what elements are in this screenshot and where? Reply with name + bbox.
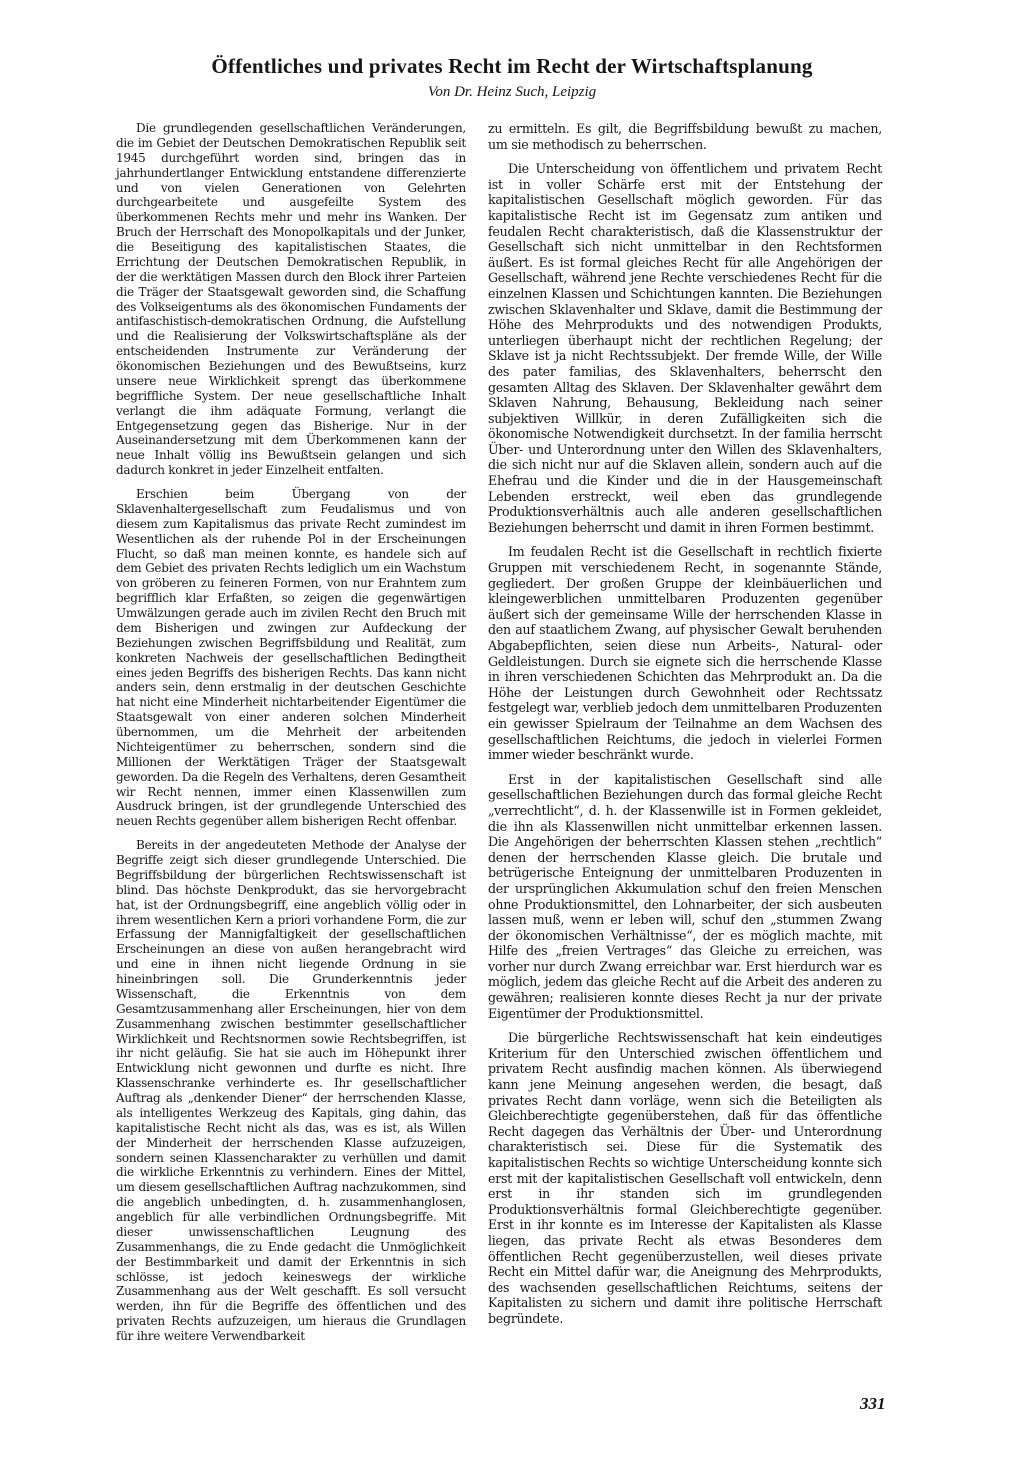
paragraph: Erschien beim Übergang von der Sklavenhaltergesellschaft zum Feudalismus und von diesem zum Kapitalismus das private Recht zumindest im Wesentlichen als der ruhende Pol in der Erscheinungen Flucht, so daß man meinen konnte, es handele sich auf dem Gebiet des privaten Rechts lediglich um ein Wachstum von gröberen zu feineren Formen, von nur Erahntem zum begrifflich klar Erfaßten, so zeigen die gegenwärtigen Umwälzungen gerade auch im zivilen Recht den Bruch mit dem Bisherigen und zwingen zur Aufdeckung der Beziehungen zwischen Begriffsbildung und Realität, zum konkreten Nachweis der gesellschaftlichen Bedingtheit eines jeden Begriffs des bisherigen Rechts. Das kann nicht anders sein, denn erstmalig in der deutschen Geschichte hat nicht eine Minderheit nichtarbeitender Eigentümer die Staatsgewalt von einer anderen solchen Minderheit übernommen, um die Mehrheit der arbeitenden Nichteigentümer zu beherrschen, sondern sind die Millionen der Werktätigen Träger der Staatsgewalt geworden. Da die Regeln des Verhaltens, deren Gesamtheit wir Recht nennen, immer einen Klassenwillen zum Ausdruck bringen, ist der grundlegende Unterschied des neuen Rechts gegenüber allem bisherigen Recht offenbar. bbox=[116, 487, 466, 829]
paragraph: Erst in der kapitalistischen Gesellschaft sind alle gesellschaftlichen Beziehungen durch das formal gleiche Recht „verrechtlicht“, d. h. der Klassenwille ist in Formen gekleidet, die ihn als Klassenwillen nicht unmittelbar erkennen lassen. Die Angehörigen der beherrschten Klassen stehen „rechtlich“ denen der herrschenden Klasse gleich. Die brutale und betrügerische Enteignung der unmittelbaren Produzenten in der ursprünglichen Akkumulation schuf den freien Menschen ohne Produktionsmittel, den Lohnarbeiter, der sich ausbeuten lassen muß, wenn er leben will, schuf den „stummen Zwang der ökonomischen Verhältnisse“, der es möglich machte, mit Hilfe des „freien Vertrages“ das Gleiche zu erreichen, was vorher nur durch Zwang erreichbar war. Erst hierdurch war es möglich, jedem das gleiche Recht auf die Arbeit des anderen zu gewähren; realisieren konnte dieses Recht ja nur der private Eigentümer der Produktionsmittel. bbox=[488, 771, 882, 1021]
paragraph: Die grundlegenden gesellschaftlichen Veränderungen, die im Gebiet der Deutschen Demokratischen Republik seit 1945 durchgeführt worden sind, bringen das in jahrhundertlanger Entwicklung entstandene differenzierte und von vielen Generationen von Gelehrten durchgearbeitete und ausgefeilte System des überkommenen Rechts mehr und mehr ins Wanken. Der Bruch der Herrschaft des Monopolkapitals und der Junker, die Beseitigung des kapitalistischen Staates, die Errichtung der Deutschen Demokratischen Republik, in der die werktätigen Massen durch den Block ihrer Parteien die Träger der Staatsgewalt geworden sind, die Schaffung des Volkseigentums als des ökonomischen Fundaments der antifaschistisch-demokratischen Ordnung, die Aufstellung und die Realisierung der Volkswirtschaftspläne als der entscheidenden Instrumente zur Veränderung der ökonomischen Beziehungen und des Bewußtseins, kurz unsere neue Wirklichkeit sprengt das überkommene begriffliche System. Der neue gesellschaftliche Inhalt verlangt die ihm adäquate Formung, verlangt die Entgegensetzung gegen das Bisherige. Nur in der Auseinandersetzung mit dem Überkommenen kann der neue Inhalt völlig ins Bewußtsein gelangen und sich dadurch konkret in jeder Einzelheit entfalten. bbox=[116, 121, 466, 478]
right-text-column bbox=[488, 121, 882, 1336]
page-number: 331 bbox=[860, 1394, 886, 1413]
left-text-column bbox=[116, 121, 466, 1353]
article-title: Öffentliches und privates Recht im Recht der Wirtschaftsplanung bbox=[211, 54, 813, 78]
paragraph: Im feudalen Recht ist die Gesellschaft in rechtlich fixierte Gruppen mit verschiedenem Recht, in sogenannte Stände, gegliedert. Der großen Gruppe der kleinbäuerlichen und kleingewerblichen unmittelbaren Produzenten gegenüber äußert sich der gemeinsame Wille der herrschenden Klasse in den auf staatlichem Zwang, auf physischer Gewalt beruhenden Abgabepflichten, seien diese nun Arbeits-, Natural- oder Geldleistungen. Durch sie eignete sich die herrschende Klasse in ihren verschiedenen Schichten das Mehrprodukt an. Da die Höhe der Leistungen durch Gewohnheit oder Rechtssatz festgelegt war, verblieb jedoch dem unmittelbaren Produzenten ein gewisser Spielraum der Teilnahme an dem Wachsen des gesellschaftlichen Reichtums, die jedoch in vielerlei Formen immer wieder beschränkt wurde. bbox=[488, 544, 882, 763]
paragraph: Bereits in der angedeuteten Methode der Analyse der Begriffe zeigt sich dieser grundlegende Unterschied. Die Begriffsbildung der bürgerlichen Rechtswissenschaft ist blind. Das höchste Denkprodukt, das sie hervorgebracht hat, ist der Ordnungsbegriff, eine angeblich völlig oder in ihrem wesentlichen Kern a priori vorhandene Form, die zur Erfassung der Mannigfaltigkeit der gesellschaftlichen Erscheinungen an diese von außen herangebracht wird und eine in ihnen nicht liegende Ordnung in sie hineinbringen soll. Die Grunderkenntnis jeder Wissenschaft, die Erkenntnis von dem Gesamtzusammenhang aller Erscheinungen, hier von dem Zusammenhang zwischen bestimmter gesellschaftlicher Wirklichkeit und Rechtsnormen sowie Rechtsbegriffen, ist ihr nicht geläufig. Sie hat sie auch im Höhepunkt ihrer Entwicklung nicht gewonnen und durfte es nicht. Ihre Klassenschranke verhinderte es. Ihr gesellschaftlicher Auftrag als „denkender Diener“ der herrschenden Klasse, als intelligentes Werkzeug des Kapitals, ging dahin, das kapitalistische Recht nicht als das, was es ist, als Willen der Minderheit der herrschenden Klasse aufzuzeigen, sondern seinen Klassencharakter zu verhüllen und damit die wirkliche Erkenntnis zu verhindern. Eines der Mittel, um diesem gesellschaftlichen Auftrag nachzukommen, sind die angeblich unbedingten, d. h. zusammenhanglosen, angeblich für alle verbindlichen Ordnungsbegriffe. Mit dieser unwissenschaftlichen Leugnung des Zusammenhangs, die zu Ende gedacht die Unmöglichkeit der Bestimmbarkeit und damit der Erkenntnis in sich schlösse, ist jedoch keineswegs der wirkliche Zusammenhang aus der Welt geschafft. Es soll versucht werden, ihn für die Begriffe des öffentlichen und des privaten Rechts aufzuzeigen, um hieraus die Grundlagen für ihre weitere Verwendbarkeit bbox=[116, 838, 466, 1343]
article-byline: Von Dr. Heinz Such, Leipzig bbox=[427, 84, 597, 100]
paragraph-continuation: zu ermitteln. Es gilt, die Begriffsbildung bewußt zu machen, um sie methodisch zu beherrschen. bbox=[488, 121, 882, 152]
paragraph: Die Unterscheidung von öffentlichem und privatem Recht ist in voller Schärfe erst mit der Entstehung der kapitalistischen Gesellschaft möglich geworden. Für das kapitalistische Recht ist im Gegensatz zum antiken und feudalen Recht charakteristisch, daß die Klassenstruktur der Gesellschaft sich nicht unmittelbar in den Rechtsformen äußert. Es ist formal gleiches Recht für alle Angehörigen der Gesellschaft, während jene Rechte verschiedenes Recht für die einzelnen Klassen und Schichtungen kannten. Die Beziehungen zwischen Sklavenhalter und Sklave, damit die Bestimmung der Höhe des Mehrprodukts und des notwendigen Produkts, unterliegen überhaupt nicht der rechtlichen Regelung; der Sklave ist ja nicht Rechtssubjekt. Der fremde Wille, der Wille des pater familias, des Sklavenhalters, beherrscht den gesamten Alltag des Sklaven. Der Sklavenhalter gewährt dem Sklaven Nahrung, Behausung, Bekleidung nach seiner subjektiven Willkür, in deren Zufälligkeiten sich die ökonomische Notwendigkeit durchsetzt. In der familia herrscht Über- und Unterordnung unter den Willen des Sklavenhalters, die sich nicht nur auf die Sklaven allein, sondern auch auf die Ehefrau und die Kinder und die in der Hausgemeinschaft Lebenden erstreckt, weil eben das grundlegende Produktionsverhältnis auch alle anderen gesellschaftlichen Beziehungen beherrscht und damit in ihren Formen bestimmt. bbox=[488, 161, 882, 535]
paragraph: Die bürgerliche Rechtswissenschaft hat kein eindeutiges Kriterium für den Unterschied zwischen öffentlichem und privatem Recht ausfindig machen können. Als überwiegend kann jene Meinung angesehen werden, die besagt, daß privates Recht dann vorläge, wenn sich die Beteiligten als Gleichberechtigte gegenüberstehen, daß für das öffentliche Recht dagegen das Verhältnis der Über- und Unterordnung charakteristisch sei. Diese für die Systematik des kapitalistischen Rechts so wichtige Unterscheidung konnte sich erst mit der kapitalistischen Gesellschaft voll entwickeln, denn erst in ihr standen sich im grundlegenden Produktionsverhältnis formal Gleichberechtigte gegenüber. Erst in ihr konnte es im Interesse der Kapitalisten als Klasse liegen, das private Recht als etwas Besonderes dem öffentlichen Recht gegenüberzustellen, weil dieses private Recht ein Mittel dafür war, die Aneignung des Mehrprodukts, des wachsenden gesellschaftlichen Reichtums, seitens der Kapitalisten zu sichern und damit ihre politische Herrschaft begründete. bbox=[488, 1030, 882, 1326]
